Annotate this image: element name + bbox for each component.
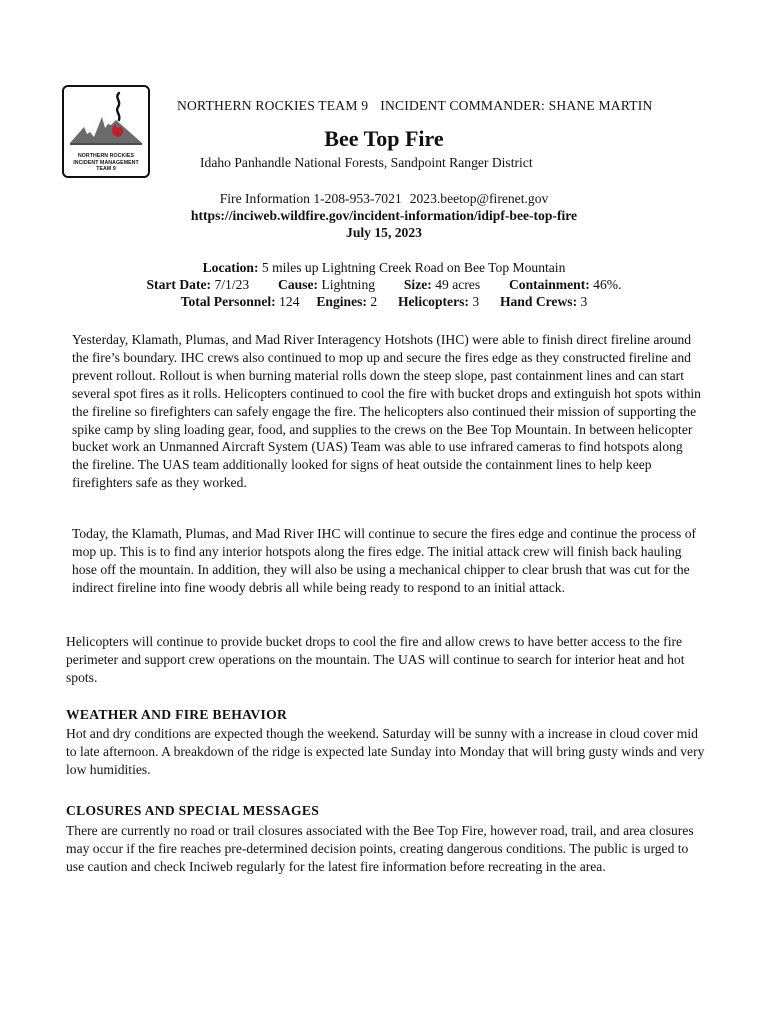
closures-paragraph: There are currently no road or trail closures associated with the Bee Top Fire, however road, trail, and area closures may occur if the fire reaches pre-determined decision points, creating dangerous conditions. The public is urged to use caution and check Inciweb regularly for the latest fire information before recreating in the area. [66, 823, 694, 874]
report-date: July 15, 2023 [346, 225, 422, 240]
today-paragraph: Today, the Klamath, Plumas, and Mad River IHC will continue to secure the fires edge and continue the process of mop up. This is to find any interior hotspots along the fires edge. The initial attack crew will finish back hauling hose off the mountain. In addition, they will also be using a mechanical chipper to clear brush that was cut for the indirect fireline into fine woody debris all while being ready to respond to an initial attack. [72, 526, 697, 595]
fire-info-phone: Fire Information 1-208-953-7021 [219, 191, 402, 206]
containment-value: 46%. [593, 277, 622, 292]
facts-row-location [0, 259, 768, 276]
weather-paragraph: Hot and dry conditions are expected though the weekend. Saturday will be sunny with a increase in cloud cover mid to late afternoon. A breakdown of the ridge is expected late Sunday into Monday that will bring gusty winds and very low humidities. [66, 726, 705, 777]
facts-row-start [0, 276, 768, 293]
location-value: 5 miles up Lightning Creek Road on Bee Top Mountain [261, 260, 566, 275]
total-personnel-label: Total Personnel: [180, 294, 276, 309]
page-title: Bee Top Fire [324, 126, 444, 151]
hand-crews-label: Hand Crews: [499, 294, 578, 309]
containment-label: Containment: [508, 277, 590, 292]
location-label: Location: [202, 260, 259, 275]
logo-line-1: NORTHERN ROCKIES [77, 153, 135, 159]
facts-row-resources [0, 293, 768, 310]
engines-value: 2 [370, 294, 378, 309]
hand-crews-value: 3 [580, 294, 588, 309]
forest-district: Idaho Panhandle National Forests, Sandpoint Ranger District [200, 155, 533, 170]
inciweb-link[interactable]: https://inciweb.wildfire.gov/incident-information/idipf-bee-top-fire [190, 208, 578, 223]
logo-line-3: TEAM 9 [96, 166, 116, 173]
helicopters-paragraph: Helicopters will continue to provide bucket drops to cool the fire and allow crews to have better access to the fire perimeter and support crew operations on the mountain. The UAS will continue to search for interior heat and hot spots. [66, 634, 685, 685]
yesterday-paragraph: Yesterday, Klamath, Plumas, and Mad River Interagency Hotshots (IHC) were able to finish direct fireline around the fire’s boundary. IHC crews also continued to mop up and secure the fires edge as they constructed fireline and prevent rollout. Rollout is when burning material rolls down the steep slope, past containment lines and can start several spot fires as it rolls. Helicopters continued to cool the fire with bucket drops and extinguish hot spots within the fireline so firefighters can safely engage the fire. The helicopters also continued their mission of supporting the spike camp by sling loading gear, food, and supplies to the crews on the Bee Top Mountain. In between helicopter bucket work an Unmanned Aircraft System (UAS) Team was able to use infrared cameras to find hotspots along the fireline. The UAS team additionally looked for signs of heat outside the containment lines to help keep firefighters safe as they worked. [72, 332, 701, 491]
team-name: NORTHERN ROCKIES TEAM 9 [177, 98, 369, 113]
incident-facts [0, 259, 768, 310]
helicopters-value: 3 [472, 294, 480, 309]
header-line [177, 98, 653, 114]
size-label: Size: [403, 277, 432, 292]
start-date-label: Start Date: [146, 277, 212, 292]
fire-info-email[interactable]: 2023.beetop@firenet.gov [409, 191, 549, 206]
logo-line-2: INCIDENT MANAGEMENT [73, 159, 139, 166]
logo-caption [68, 153, 144, 173]
size-value: 49 acres [435, 277, 481, 292]
weather-heading: WEATHER AND FIRE BEHAVIOR [66, 707, 288, 722]
cause-value: Lightning [321, 277, 376, 292]
total-personnel-value: 124 [279, 294, 300, 309]
helicopters-label: Helicopters: [397, 294, 469, 309]
incident-commander: INCIDENT COMMANDER: SHANE MARTIN [380, 98, 653, 113]
cause-label: Cause: [278, 277, 319, 292]
engines-label: Engines: [316, 294, 367, 309]
fire-information-line [0, 191, 768, 207]
start-date-value: 7/1/23 [214, 277, 250, 292]
closures-heading: CLOSURES AND SPECIAL MESSAGES [66, 803, 320, 818]
